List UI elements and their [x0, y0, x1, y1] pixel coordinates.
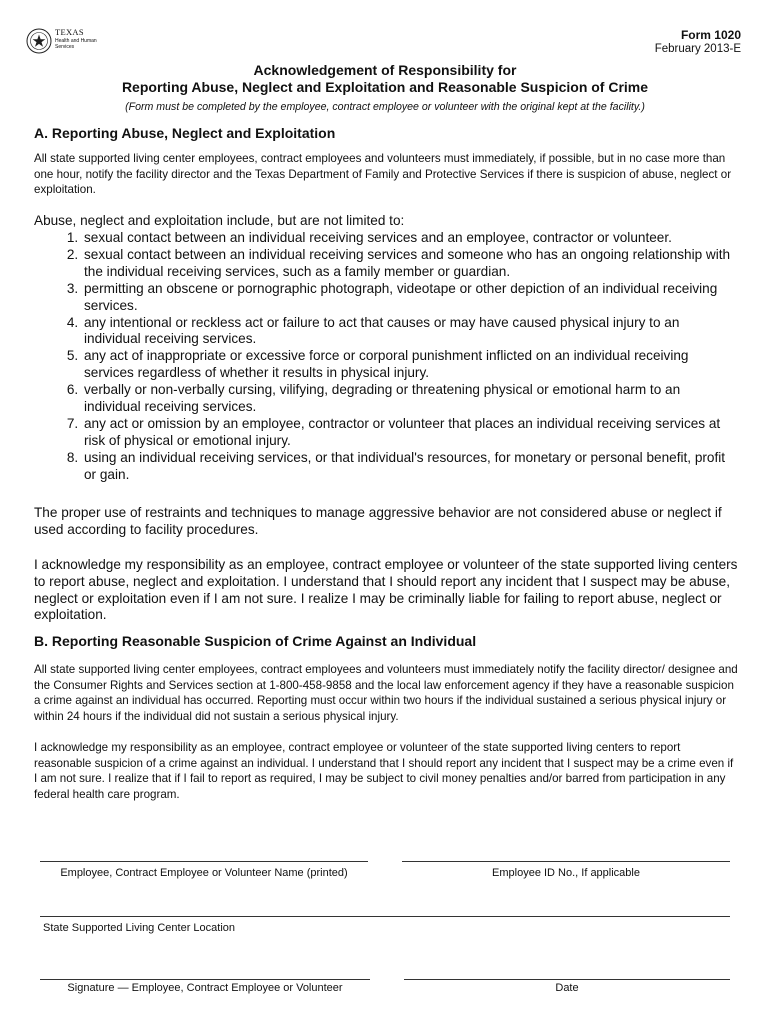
title-line-1: Acknowledgement of Responsibility for [253, 62, 517, 78]
texas-seal-icon [26, 28, 52, 54]
employee-id-line[interactable] [402, 861, 730, 862]
list-item: 8. using an individual receiving services, or that individual's resources, for monetary or personal benefit, profit or gain. [82, 450, 739, 484]
abuse-list-intro: Abuse, neglect and exploitation include, but are not limited to: [34, 213, 405, 228]
section-a-intro: All state supported living center employees, contract employees and volunteers must immediately, if possible, but in no case more than one hour, notify the facility director and the Texas Department of Family and Protective Services if there is suspicion of abuse, neglect or exploitation. [34, 152, 732, 197]
employee-id-field-label: Employee ID No., If applicable [492, 867, 640, 879]
signature-field-label: Signature — Employee, Contract Employee or Volunteer [67, 982, 343, 994]
location-line[interactable] [40, 916, 730, 917]
name-field-label: Employee, Contract Employee or Volunteer Name (printed) [60, 867, 348, 879]
form-instruction: (Form must be completed by the employee, contract employee or volunteer with the original kept at the facility.) [125, 101, 645, 113]
list-item: 3. permitting an obscene or pornographic photograph, videotape or other depiction of an individual receiving services. [82, 281, 739, 315]
logo-agency-name: Health and Human Services [55, 37, 97, 50]
restraints-note: The proper use of restraints and techniques to manage aggressive behavior are not considered abuse or neglect if used according to facility procedures. [34, 505, 722, 537]
section-a-heading: A. Reporting Abuse, Neglect and Exploitation [34, 125, 336, 141]
logo-state-name: TEXAS [55, 27, 84, 37]
name-signature-line[interactable] [40, 861, 368, 862]
document-title [0, 62, 770, 96]
section-b-acknowledgment: I acknowledge my responsibility as an employee, contract employee or volunteer of the state supported living centers to report reasonable suspicion of a crime against an individual. I understand that I should report any incident that I suspect may be a crime even if I am not sure. I realize that if I fail to report as required, I may be subject to civil money penalties and/or barred from participation in any federal health care program. [34, 741, 734, 801]
form-date: February 2013-E [654, 43, 741, 55]
location-field-label: State Supported Living Center Location [43, 922, 236, 934]
abuse-definitions-list [34, 230, 739, 484]
list-item: 5. any act of inappropriate or excessive force or corporal punishment inflicted on an individual receiving services regardless of whether it results in physical injury. [82, 348, 739, 382]
title-line-2: Reporting Abuse, Neglect and Exploitation and Reasonable Suspicion of Crime [121, 79, 649, 95]
list-item: 2. sexual contact between an individual receiving services and someone who has an ongoing relationship with the individual receiving services, such as a family member or guardian. [82, 247, 739, 281]
section-a-acknowledgment: I acknowledge my responsibility as an employee, contract employee or volunteer of the state supported living centers to report abuse, neglect and exploitation. I understand that I should report any incident that I suspect may be abuse, neglect or exploitation even if I am not sure. I realize I may be criminally liable for failing to report abuse, neglect or exploitation. [34, 557, 738, 623]
section-b-heading: B. Reporting Reasonable Suspicion of Crime Against an Individual [34, 633, 477, 649]
date-line[interactable] [404, 979, 730, 980]
texas-hhs-logo [26, 28, 99, 54]
list-item: 6. verbally or non-verbally cursing, vilifying, degrading or threatening physical or emotional harm to an individual receiving services. [82, 382, 739, 416]
list-item: 7. any act or omission by an employee, contractor or volunteer that places an individual receiving services at risk of physical or emotional injury. [82, 416, 739, 450]
date-field-label: Date [555, 982, 579, 994]
list-item: 1. sexual contact between an individual receiving services and an employee, contractor or volunteer. [82, 230, 739, 247]
form-number: Form 1020 [680, 28, 741, 42]
signature-line[interactable] [40, 979, 370, 980]
form-identifier [655, 28, 741, 56]
list-item: 4. any intentional or reckless act or failure to act that causes or may have caused physical injury to an individual receiving services. [82, 315, 739, 349]
section-b-intro: All state supported living center employees, contract employees and volunteers must immediately notify the facility director/ designee and the Consumer Rights and Services section at 1-800-458-9858 and the local law enforcement agency if they have a reasonable suspicion a crime against an individual has occurred. Reporting must occur within two hours if the individual sustained a serious physical injury or within 24 hours if the individual did not sustain a serious physical injury. [34, 663, 738, 723]
